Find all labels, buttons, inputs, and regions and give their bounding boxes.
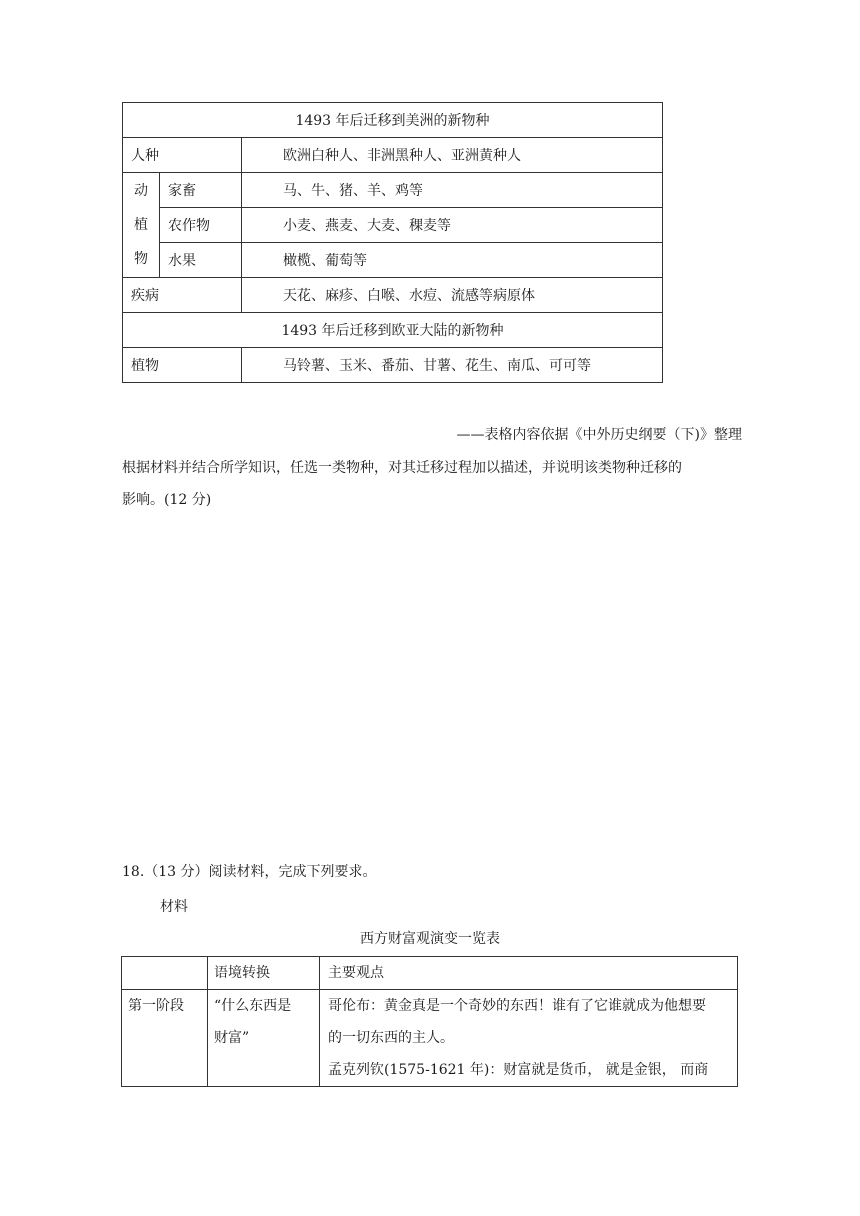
- material-label: 材料: [160, 899, 188, 915]
- source-note: ——表格内容依据《中外历史纲要（下)》整理: [456, 427, 742, 443]
- eurasia-header: 1493 年后迁移到欧亚大陆的新物种: [123, 313, 663, 348]
- stage-label: 第一阶段: [122, 990, 208, 1087]
- header-main-view: 主要观点: [320, 957, 738, 990]
- view-line: 哥伦布：黄金真是一个奇妙的东西！谁有了它谁就成为他想要: [328, 998, 706, 1014]
- row-value-livestock: 马、牛、猪、羊、鸡等: [242, 173, 663, 208]
- row-value-fruit: 橄榄、葡萄等: [242, 243, 663, 278]
- header-blank: [122, 957, 208, 990]
- header-context: 语境转换: [208, 957, 320, 990]
- row-label-people: 人种: [123, 138, 242, 173]
- question-17-line-2: 影响。(12 分): [122, 492, 212, 508]
- row-label-livestock: 家畜: [160, 173, 242, 208]
- group-char: 植: [134, 217, 148, 233]
- row-value-disease: 天花、麻疹、白喉、水痘、流感等病原体: [242, 278, 663, 313]
- wealth-table-title: 西方财富观演变一览表: [360, 931, 500, 947]
- row-value-people: 欧洲白种人、非洲黑种人、亚洲黄种人: [242, 138, 663, 173]
- view-line: 孟克列钦(1575-1621 年)：财富就是货币， 就是金银， 而商: [328, 1062, 709, 1078]
- row-value-crops: 小麦、燕麦、大麦、稞麦等: [242, 208, 663, 243]
- question-17-line-1: 根据材料并结合所学知识，任选一类物种，对其迁移过程加以描述，并说明该类物种迁移的: [122, 460, 682, 476]
- group-char: 物: [134, 251, 148, 267]
- row-label-plants: 植物: [123, 348, 242, 383]
- group-label-plants-animals: [123, 173, 160, 278]
- stage-views: [320, 990, 738, 1087]
- wealth-view-table: [121, 956, 738, 1087]
- context-line: “什么东西是: [214, 998, 292, 1014]
- context-line: 财富”: [214, 1030, 250, 1046]
- row-label-fruit: 水果: [160, 243, 242, 278]
- view-line: 的一切东西的主人。: [328, 1030, 454, 1046]
- group-char: 动: [134, 183, 148, 199]
- row-label-disease: 疾病: [123, 278, 242, 313]
- row-label-crops: 农作物: [160, 208, 242, 243]
- question-18-intro: 18.（13 分）阅读材料，完成下列要求。: [122, 864, 377, 880]
- species-migration-table: [122, 102, 663, 383]
- stage-context: [208, 990, 320, 1087]
- americas-header: 1493 年后迁移到美洲的新物种: [123, 103, 663, 138]
- row-value-plants: 马铃薯、玉米、番茄、甘薯、花生、南瓜、可可等: [242, 348, 663, 383]
